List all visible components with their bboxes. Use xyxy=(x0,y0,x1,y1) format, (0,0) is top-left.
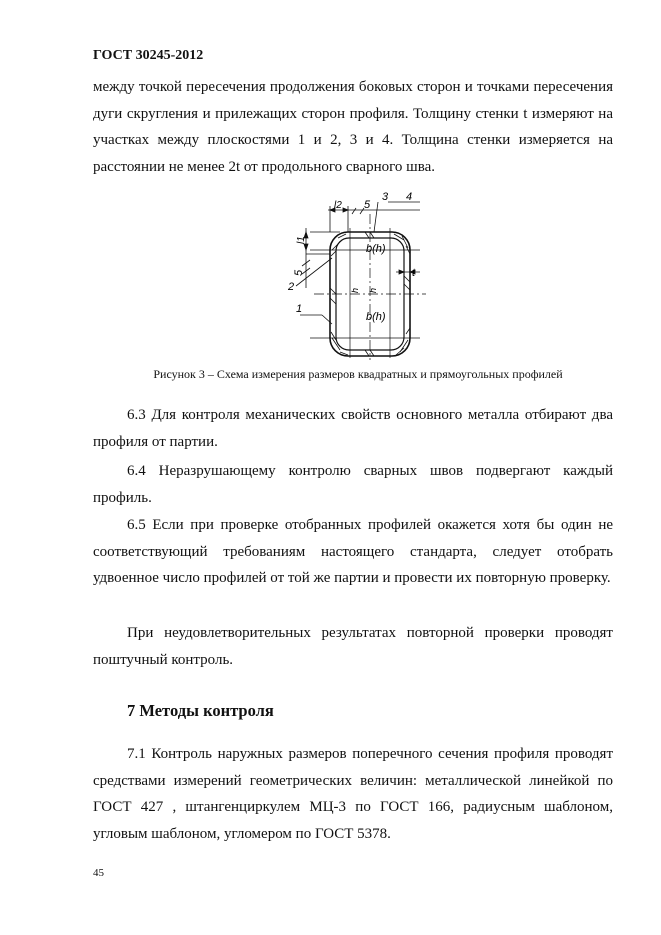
label-bh-top: b(h) xyxy=(366,243,386,255)
paragraph-6-5: 6.5 Если при проверке отобранных профилей окажется хотя бы один не соответствующий требованиям настоящего стандарта, следует отобрать удвоенное число профилей от той же партии и провести их повторную проверку. xyxy=(93,517,613,586)
page-number: 45 xyxy=(93,867,104,879)
label-2: 2 xyxy=(288,281,295,293)
paragraph-measurement: между точкой пересечения продолжения боковых сторон и точками пересечения дуги скругления и прилежащих сторон профиля. Толщину стенки t измеряют на участках между плоскостями 1 и 2, 3 и 4. Толщина стенки измеряется на расстоянии не менее 2t от продольного сварного шва. xyxy=(93,79,613,175)
label-4: 4 xyxy=(406,191,413,203)
profile-measurement-diagram xyxy=(270,188,430,360)
label-t: t xyxy=(412,267,416,279)
section-title: 7 Методы контроля xyxy=(127,701,274,720)
label-bh-bottom: b(h) xyxy=(366,311,386,323)
label-1: 1 xyxy=(296,303,303,315)
document-header: ГОСТ 30245-2012 xyxy=(93,48,204,63)
label-l1: l1 xyxy=(296,236,307,244)
label-h2: h xyxy=(368,287,378,293)
label-5-top: 5 xyxy=(364,199,371,211)
figure-caption xyxy=(93,367,661,382)
paragraph-6-3: 6.3 Для контроля механических свойств основного металла отбирают два профиля от партии. xyxy=(93,407,613,450)
paragraph-7-1: 7.1 Контроль наружных размеров поперечного сечения профиля проводят средствами измерений геометрических величин: металлической линейкой по ГОСТ 427 , штангенциркулем МЦ-3 по ГОСТ 166, радиусным шаблоном, угловым шаблоном, угломером по ГОСТ 5378. xyxy=(93,746,613,842)
label-3: 3 xyxy=(382,191,389,203)
label-h1: h xyxy=(350,287,360,293)
figure-caption-text: Рисунок 3 – Схема измерения размеров квадратных и прямоугольных профилей xyxy=(153,367,563,381)
paragraph-6-4: 6.4 Неразрушающему контролю сварных швов подвергают каждый профиль. xyxy=(93,463,613,506)
paragraph-repeat-check: При неудовлетворительных результатах повторной проверки проводят поштучный контроль. xyxy=(93,625,613,668)
label-l2: l2 xyxy=(334,200,342,211)
label-5-left: 5 xyxy=(293,269,305,276)
